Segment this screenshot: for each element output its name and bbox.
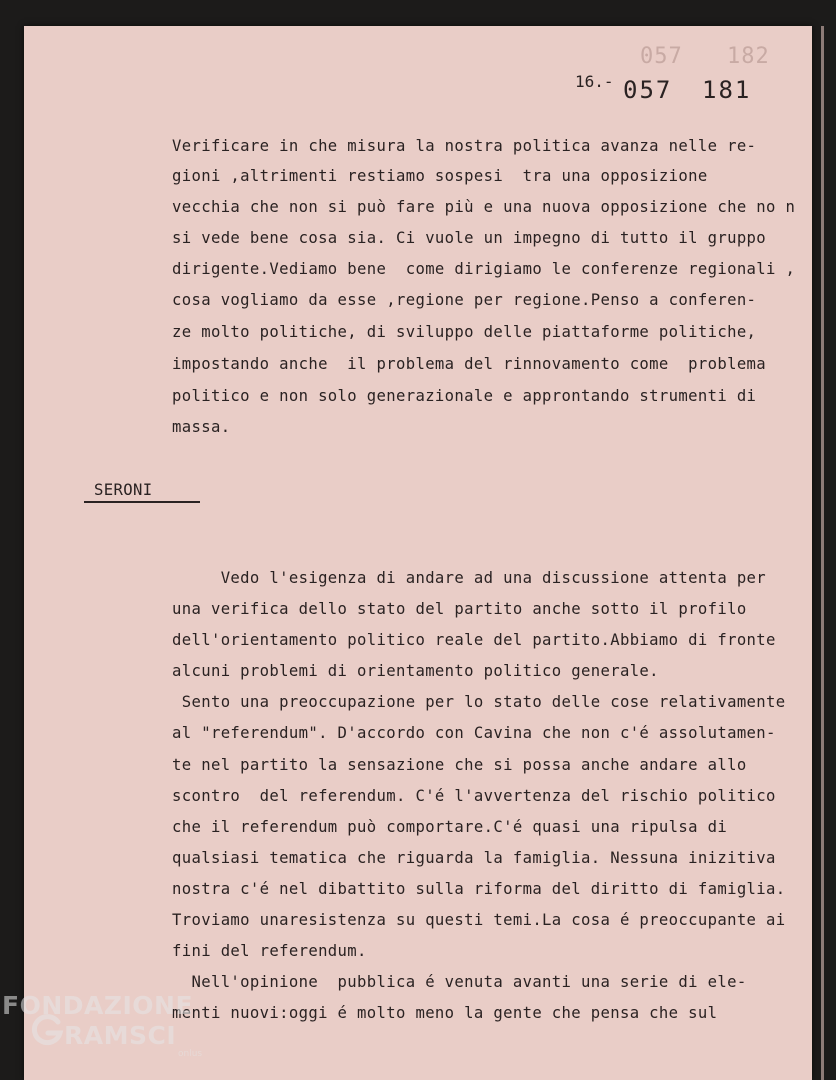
heading-underline — [84, 501, 200, 503]
ghost-page-number-sub: 182 — [727, 44, 770, 69]
text-line: ze molto politiche, di sviluppo delle piattaforme politiche, — [172, 323, 757, 341]
watermark-g-logo-icon — [30, 1013, 64, 1047]
text-line: si vede bene cosa sia. Ci vuole un impegno di tutto il gruppo — [172, 229, 767, 247]
watermark-line1: FONDAZIONE — [2, 991, 194, 1020]
text-line: alcuni problemi di orientamento politico generale. — [172, 662, 659, 680]
text-line: massa. — [172, 418, 231, 436]
page-number-main: 057 — [623, 76, 673, 104]
text-line: dell'orientamento politico reale del partito.Abbiamo di fronte — [172, 631, 776, 649]
text-line: dirigente.Vediamo bene come dirigiamo le conferenze regionali , — [172, 260, 796, 278]
text-line: nostra c'é nel dibattito sulla riforma del diritto di famiglia. — [172, 880, 786, 898]
text-line: vecchia che non si può fare più e una nuova opposizione che no n — [172, 198, 796, 216]
text-line: Verificare in che misura la nostra politica avanza nelle re- — [172, 137, 757, 155]
text-line: Sento una preoccupazione per lo stato delle cose relativamente — [172, 693, 786, 711]
text-line: impostando anche il problema del rinnovamento come problema — [172, 355, 767, 373]
text-line: menti nuovi:oggi é molto meno la gente che pensa che sul — [172, 1004, 718, 1022]
text-line: qualsiasi tematica che riguarda la famiglia. Nessuna inizitiva — [172, 849, 776, 867]
ghost-page-number-main: 057 — [640, 44, 683, 69]
page-number-sub: 181 — [702, 76, 752, 104]
speaker-heading: SERONI — [94, 481, 153, 499]
page-number-prefix: 16.- — [575, 72, 614, 91]
text-line: politico e non solo generazionale e approntando strumenti di — [172, 387, 757, 405]
text-line: te nel partito la sensazione che si possa anche andare allo — [172, 756, 747, 774]
text-line: cosa vogliamo da esse ,regione per regione.Penso a conferen- — [172, 291, 757, 309]
text-line: che il referendum può comportare.C'é quasi una ripulsa di — [172, 818, 728, 836]
text-line: Nell'opinione pubblica é venuta avanti una serie di ele- — [172, 973, 747, 991]
text-line: scontro del referendum. C'é l'avvertenza del rischio politico — [172, 787, 776, 805]
archive-watermark — [0, 985, 230, 1075]
text-line: al "referendum". D'accordo con Cavina che non c'é assolutamen- — [172, 724, 776, 742]
text-line: gioni ,altrimenti restiamo sospesi tra una opposizione — [172, 167, 708, 185]
text-line: una verifica dello stato del partito anche sotto il profilo — [172, 600, 747, 618]
text-line: Troviamo unaresistenza su questi temi.La cosa é preoccupante ai — [172, 911, 786, 929]
text-line: Vedo l'esigenza di andare ad una discussione attenta per — [172, 569, 767, 587]
text-line: fini del referendum. — [172, 942, 367, 960]
watermark-suffix: onlus — [178, 1049, 203, 1059]
watermark-line2: RAMSCI — [64, 1021, 177, 1050]
paper-edge — [821, 26, 824, 1080]
